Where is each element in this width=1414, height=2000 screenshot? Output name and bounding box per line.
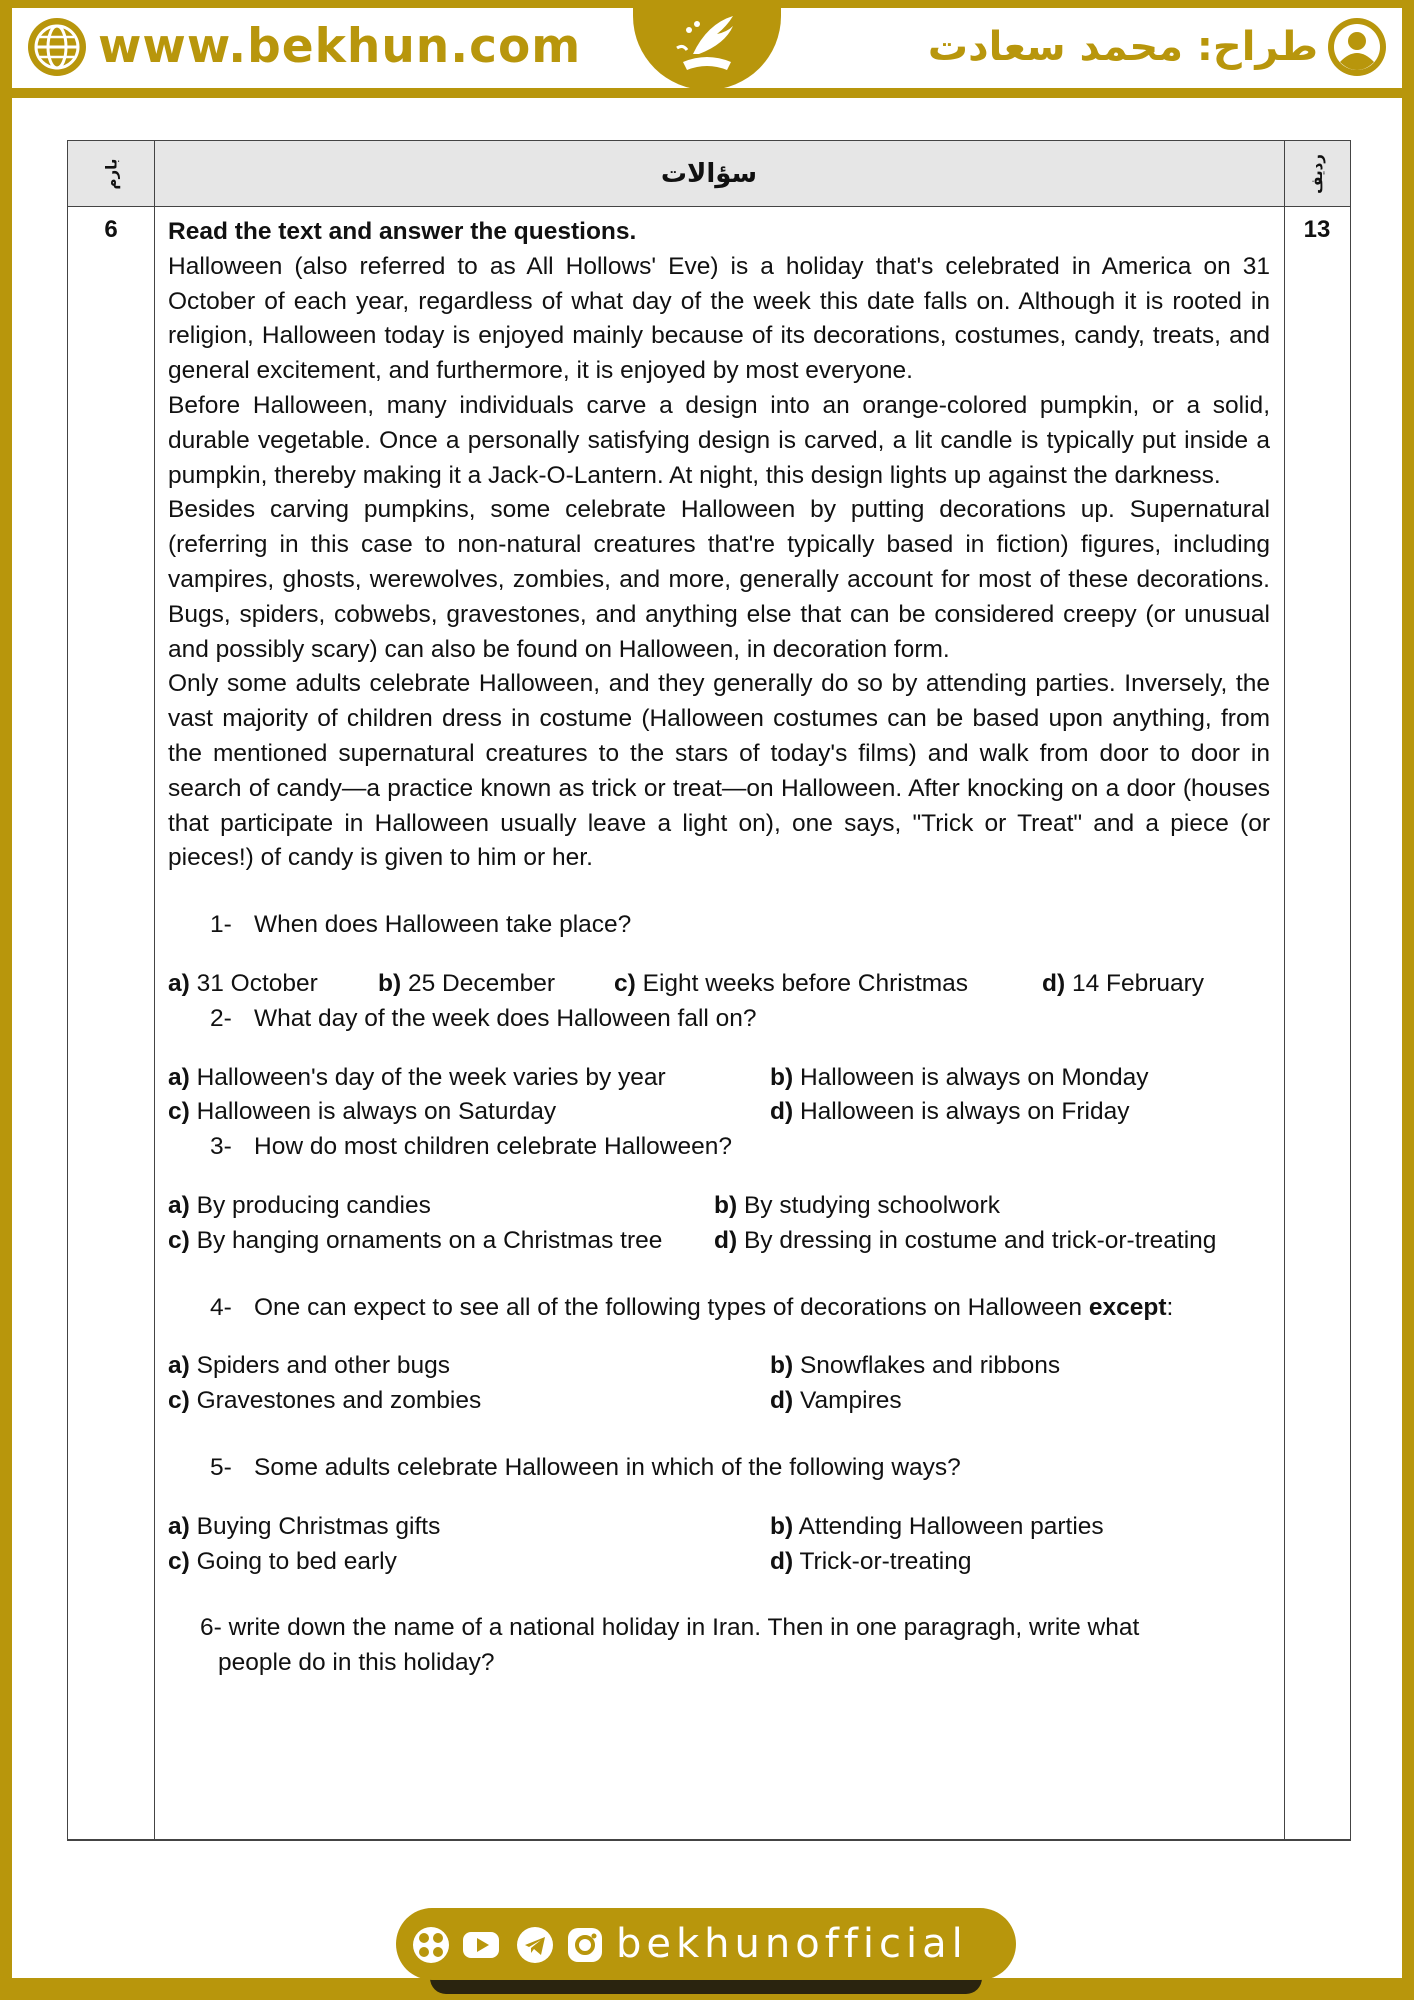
row-number: 13 bbox=[1303, 216, 1331, 243]
writing-task: 6- write down the name of a national holiday in Iran. Then in one paragragh, write what people do in this holiday? bbox=[200, 1614, 1140, 1677]
globe-icon bbox=[26, 16, 88, 78]
option-b[interactable]: b) By studying schoolwork bbox=[714, 1191, 1000, 1219]
question-4-options bbox=[168, 1349, 1270, 1419]
question-3: 3- How do most children celebrate Halloween? bbox=[210, 1133, 733, 1161]
score-column-header: بارم bbox=[102, 158, 120, 190]
option-b[interactable]: b) Halloween is always on Monday bbox=[770, 1063, 1149, 1091]
table-header-row bbox=[68, 141, 1350, 207]
option-b[interactable]: b) Attending Halloween parties bbox=[770, 1512, 1104, 1540]
row-column-header: ردیف bbox=[1308, 154, 1326, 194]
option-d[interactable]: d) Trick-or-treating bbox=[770, 1547, 972, 1575]
instruction: Read the text and answer the questions. bbox=[168, 218, 637, 245]
question-1: 1- When does Halloween take place? bbox=[210, 911, 632, 939]
question-2-options bbox=[168, 1061, 1270, 1131]
column-divider bbox=[154, 141, 155, 1839]
option-a[interactable]: a) Spiders and other bugs bbox=[168, 1352, 450, 1380]
passage-paragraph: Before Halloween, many individuals carve a design into an orange-colored pumpkin, or a solid, durable vegetable. Once a personally satisfying design is carved, a lit candle is typically put inside a pumpkin, thereby making it a Jack-O-Lantern. At night, this design lights up against the darkness. bbox=[168, 391, 1270, 489]
option-d[interactable]: d) Halloween is always on Friday bbox=[770, 1098, 1130, 1126]
option-b[interactable]: b) Snowflakes and ribbons bbox=[770, 1352, 1061, 1380]
option-a[interactable]: a) Buying Christmas gifts bbox=[168, 1512, 441, 1540]
passage-paragraph: Besides carving pumpkins, some celebrate Halloween by putting decorations up. Supernatural (referring in this case to non-natural creatures that're typically based in fiction) figures, including vampires, ghosts, werewolves, zombies, and more, generally account for most of these decorations. Bugs, spiders, cobwebs, gravestones, and anything else that can be considered creepy (or unusual and possibly scary) can also be found on Halloween, in decoration form. bbox=[168, 496, 1270, 663]
site-url[interactable]: www.bekhun.com bbox=[98, 19, 582, 74]
question-4: 4- One can expect to see all of the following types of decorations on Halloween except: bbox=[210, 1293, 1174, 1321]
option-a[interactable]: a) 31 October bbox=[168, 969, 318, 997]
passage-paragraph: Halloween (also referred to as All Hollows' Eve) is a holiday that's celebrated in America on 31 October of each year, regardless of what day of the week this date falls on. Although it is rooted in religion, Halloween today is enjoyed mainly because of its decorations, costumes, candy, treats, and general excitement, and furthermore, it is enjoyed by most everyone. bbox=[168, 252, 1270, 385]
option-d[interactable]: d) By dressing in costume and trick-or-treating bbox=[714, 1226, 1217, 1254]
question-3-options bbox=[168, 1189, 1270, 1259]
social-handle[interactable]: bekhunofficial bbox=[616, 1921, 968, 1967]
question-2: 2- What day of the week does Halloween fall on? bbox=[210, 1004, 757, 1032]
questions-column-header: سؤالات bbox=[660, 159, 758, 189]
option-c[interactable]: c) Eight weeks before Christmas bbox=[614, 969, 969, 997]
option-d[interactable]: d) 14 February bbox=[1042, 969, 1205, 997]
passage-paragraph: Only some adults celebrate Halloween, and they generally do so by attending parties. Inversely, the vast majority of children dress in costume (Halloween costumes can be based upon anything, from the mentioned supernatural creatures to the stars of today's films) and walk from door to door in search of candy—a practice known as trick or treat—on Halloween. After knocking on a door (houses that participate in Halloween usually leave a light on), one says, "Trick or Treat" and a piece (or pieces!) of candy is given to him or her. bbox=[168, 670, 1270, 872]
table-bottom-line bbox=[67, 1840, 1351, 1841]
youtube-icon[interactable] bbox=[462, 1926, 500, 1964]
option-a[interactable]: a) By producing candies bbox=[168, 1191, 431, 1219]
option-b[interactable]: b) 25 December bbox=[378, 969, 556, 997]
option-a[interactable]: a) Halloween's day of the week varies by year bbox=[168, 1063, 666, 1091]
question-5: 5- Some adults celebrate Halloween in which of the following ways? bbox=[210, 1453, 961, 1481]
logo-icon bbox=[633, 0, 781, 84]
person-icon bbox=[1326, 16, 1388, 78]
question-table bbox=[67, 140, 1351, 1840]
logo bbox=[633, 0, 781, 90]
question-5-options bbox=[168, 1510, 1270, 1580]
instagram-icon[interactable] bbox=[566, 1926, 604, 1964]
footer-shadow bbox=[430, 1978, 982, 1994]
question-content bbox=[168, 207, 1270, 1681]
designer-label: طراح: محمد سعادت bbox=[927, 24, 1318, 70]
question-1-options bbox=[168, 967, 1270, 1002]
option-c[interactable]: c) By hanging ornaments on a Christmas tree bbox=[168, 1226, 663, 1254]
aparat-icon[interactable] bbox=[412, 1926, 450, 1964]
score-value: 6 bbox=[104, 216, 118, 243]
option-c[interactable]: c) Gravestones and zombies bbox=[168, 1387, 482, 1415]
option-c[interactable]: c) Halloween is always on Saturday bbox=[168, 1098, 557, 1126]
option-c[interactable]: c) Going to bed early bbox=[168, 1547, 397, 1575]
column-divider bbox=[1284, 141, 1285, 1839]
option-d[interactable]: d) Vampires bbox=[770, 1387, 902, 1415]
telegram-icon[interactable] bbox=[516, 1926, 554, 1964]
